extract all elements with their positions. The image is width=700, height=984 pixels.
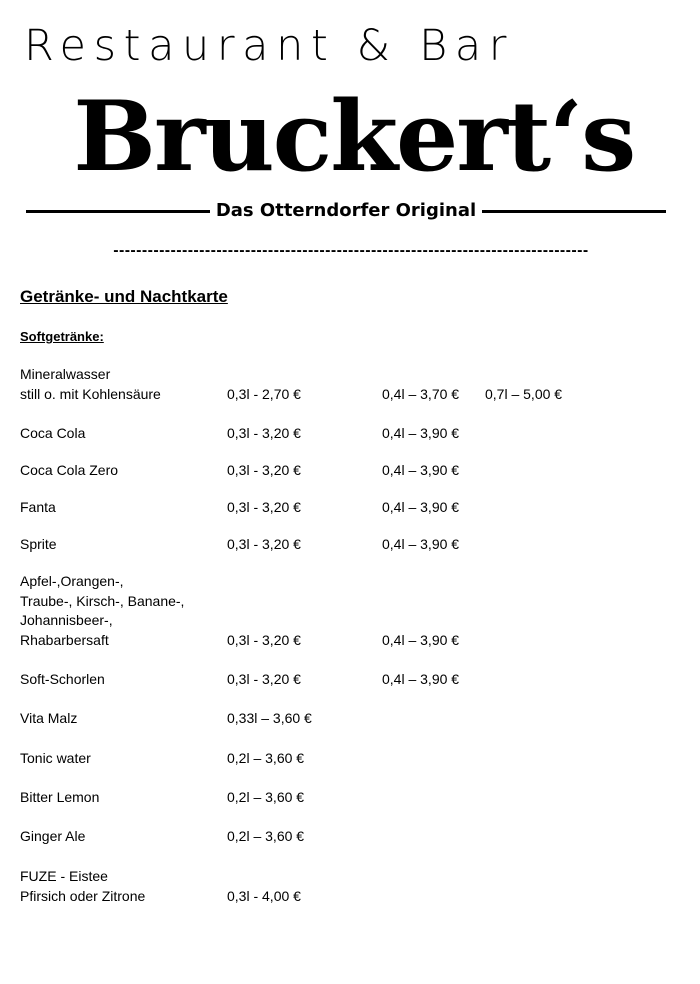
menu-item-price: 0,3l - 4,00 € bbox=[227, 887, 301, 904]
menu-item-price: 0,3l - 3,20 € bbox=[227, 671, 301, 687]
menu-title: Getränke- und Nachtkarte bbox=[20, 287, 228, 306]
menu-item-name: Soft-Schorlen bbox=[20, 671, 105, 687]
menu-item-name: Vita Malz bbox=[20, 710, 78, 726]
menu-item-name: Bitter Lemon bbox=[20, 789, 100, 805]
menu-item-price: 0,4l – 3,90 € bbox=[382, 499, 460, 515]
brand-logo-text: Bruckert‘s bbox=[73, 80, 635, 193]
menu-item-name: Pfirsich oder Zitrone bbox=[20, 887, 146, 904]
menu-item-price: 0,2l – 3,60 € bbox=[227, 750, 305, 766]
menu-item-price: 0,4l – 3,90 € bbox=[382, 462, 460, 478]
menu-item-price: 0,33l – 3,60 € bbox=[227, 710, 312, 726]
menu-item-name: Sprite bbox=[20, 536, 57, 552]
menu-item-name: still o. mit Kohlensäure bbox=[20, 385, 161, 402]
menu-item-name: Mineralwasser bbox=[20, 366, 111, 382]
menu-item-price: 0,7l – 5,00 € bbox=[485, 385, 563, 402]
tagline-banner bbox=[26, 198, 666, 224]
menu-item-price: 0,4l – 3,90 € bbox=[382, 631, 460, 648]
restaurant-subtitle: Restaurant & Bar bbox=[24, 21, 515, 71]
menu-item-price: 0,4l – 3,90 € bbox=[382, 671, 460, 687]
menu-item-name: Tonic water bbox=[20, 750, 91, 766]
menu-item-name: FUZE - Eistee bbox=[20, 868, 108, 884]
menu-item-name: Rhabarbersaft bbox=[20, 631, 109, 648]
menu-item-price: 0,4l – 3,90 € bbox=[382, 425, 460, 441]
menu-item-price: 0,4l – 3,90 € bbox=[382, 536, 460, 552]
menu-item-price: 0,3l - 3,20 € bbox=[227, 499, 301, 515]
tagline-right-rule bbox=[482, 210, 666, 213]
menu-item-price: 0,3l - 3,20 € bbox=[227, 425, 301, 441]
menu-item-name: Coca Cola Zero bbox=[20, 462, 119, 478]
menu-item-name: Johannisbeer-, bbox=[20, 612, 113, 628]
menu-item-name: Fanta bbox=[20, 499, 56, 515]
menu-item-name: Coca Cola bbox=[20, 425, 86, 441]
tagline-left-rule bbox=[26, 210, 210, 213]
menu-item-name: Traube-, Kirsch-, Banane-, bbox=[20, 592, 185, 609]
menu-item-price: 0,3l - 3,20 € bbox=[227, 631, 301, 648]
dashed-separator: ----------------------------------------------------------------------------------- bbox=[112, 244, 588, 259]
menu-item-name: Ginger Ale bbox=[20, 828, 86, 844]
menu-item-price: 0,3l - 2,70 € bbox=[227, 385, 301, 402]
menu-item-price: 0,3l - 3,20 € bbox=[227, 536, 301, 552]
tagline-text: Das Otterndorfer Original bbox=[215, 200, 477, 221]
menu-item-name: Apfel-,Orangen-, bbox=[20, 573, 124, 589]
section-title-softdrinks: Softgetränke: bbox=[20, 329, 104, 344]
menu-item-price: 0,2l – 3,60 € bbox=[227, 828, 305, 844]
menu-item-price: 0,3l - 3,20 € bbox=[227, 462, 301, 478]
menu-item-price: 0,4l – 3,70 € bbox=[382, 385, 460, 402]
menu-item-price: 0,2l – 3,60 € bbox=[227, 789, 305, 805]
